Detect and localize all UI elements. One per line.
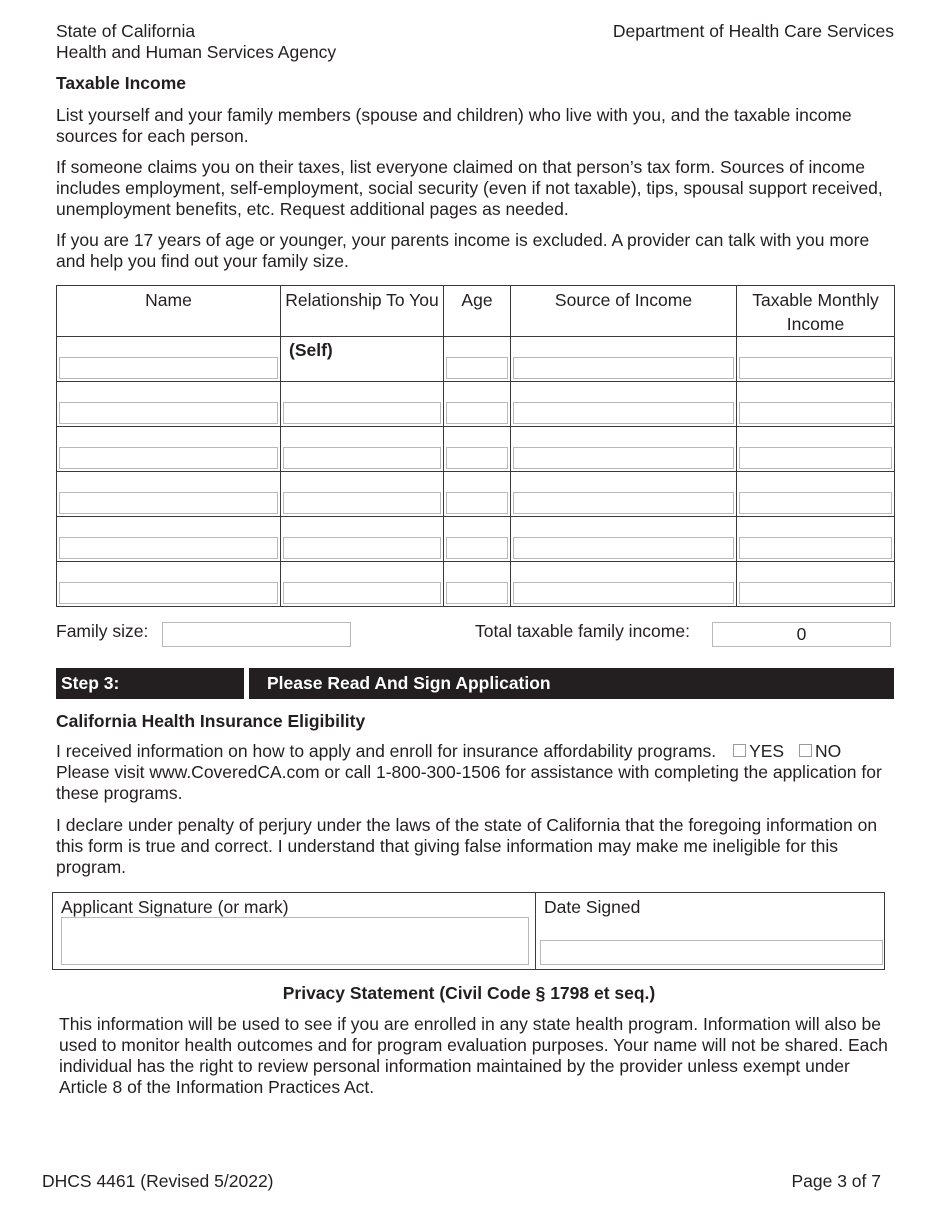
- total-income-label: Total taxable family income:: [475, 621, 690, 641]
- eligibility-para-1: [56, 741, 906, 804]
- age-input[interactable]: [446, 582, 508, 604]
- age-input[interactable]: [446, 537, 508, 559]
- taxable-income-para-3: If you are 17 years of age or younger, your parents income is excluded. A provider can talk with you more and help you find out your family size.: [56, 230, 870, 271]
- self-label: (Self): [289, 340, 333, 360]
- yes-label: YES: [749, 741, 785, 761]
- source-input[interactable]: [513, 447, 734, 469]
- eligibility-question: I received information on how to apply and enroll for insurance affordability programs.: [56, 741, 717, 761]
- taxable-income-para-1: List yourself and your family members (spouse and children) who live with you, and the taxable income sources for each person.: [56, 105, 852, 146]
- source-input[interactable]: [513, 582, 734, 604]
- source-input[interactable]: [513, 402, 734, 424]
- relationship-input[interactable]: [283, 492, 441, 514]
- age-input[interactable]: [446, 447, 508, 469]
- income-input[interactable]: [739, 582, 892, 604]
- table-row: [57, 517, 895, 562]
- age-input[interactable]: [446, 402, 508, 424]
- relationship-input[interactable]: [283, 402, 441, 424]
- yes-option[interactable]: [733, 741, 784, 761]
- yes-checkbox[interactable]: [733, 744, 746, 757]
- name-input[interactable]: [59, 402, 278, 424]
- col-taxable-monthly-income: Taxable Monthly Income: [737, 286, 895, 337]
- income-input[interactable]: [739, 492, 892, 514]
- step-3-bar: [56, 668, 894, 699]
- source-input[interactable]: [513, 537, 734, 559]
- col-age: Age: [444, 286, 511, 337]
- header-department: Department of Health Care Services: [612, 21, 894, 41]
- step-3-title: Please Read And Sign Application: [267, 673, 551, 693]
- applicant-signature-label: Applicant Signature (or mark): [61, 897, 289, 917]
- relationship-input[interactable]: [283, 537, 441, 559]
- income-input[interactable]: [739, 402, 892, 424]
- col-relationship: Relationship To You: [281, 286, 444, 337]
- header-agency: [56, 21, 336, 63]
- income-input[interactable]: [739, 537, 892, 559]
- relationship-input[interactable]: [283, 582, 441, 604]
- eligibility-title: California Health Insurance Eligibility: [56, 711, 366, 731]
- step-3-label: Step 3:: [61, 673, 120, 693]
- relationship-input[interactable]: [283, 447, 441, 469]
- signature-divider: [535, 893, 536, 969]
- signature-box: [52, 892, 885, 970]
- applicant-signature-input[interactable]: [61, 917, 529, 965]
- page-number: Page 3 of 7: [791, 1171, 881, 1191]
- total-income-field[interactable]: 0: [712, 622, 891, 647]
- no-option[interactable]: [799, 741, 841, 761]
- income-table-header: [57, 286, 895, 337]
- perjury-declaration: I declare under penalty of perjury under the laws of the state of California that the foregoing information on this form is true and correct. I understand that giving false information may make me ineligible for this program.: [56, 815, 878, 877]
- table-row: [57, 337, 895, 382]
- family-size-input[interactable]: [162, 622, 351, 647]
- income-table: [56, 285, 895, 607]
- name-input[interactable]: [59, 537, 278, 559]
- form-id: DHCS 4461 (Revised 5/2022): [42, 1171, 274, 1191]
- income-input[interactable]: [739, 357, 892, 379]
- income-input[interactable]: [739, 447, 892, 469]
- name-input[interactable]: [59, 492, 278, 514]
- table-row: [57, 562, 895, 607]
- age-input[interactable]: [446, 492, 508, 514]
- source-input[interactable]: [513, 357, 734, 379]
- privacy-title: Privacy Statement (Civil Code § 1798 et seq.): [282, 983, 656, 1003]
- header-state: State of California: [56, 21, 196, 41]
- col-name: Name: [57, 286, 281, 337]
- no-label: NO: [814, 741, 842, 761]
- eligibility-info: Please visit www.CoveredCA.com or call 1-800-300-1506 for assistance with completing the application for these programs.: [56, 762, 882, 803]
- table-row: [57, 427, 895, 472]
- date-signed-input[interactable]: [540, 940, 883, 965]
- name-input[interactable]: [59, 357, 278, 379]
- table-row: [57, 382, 895, 427]
- date-signed-label: Date Signed: [544, 897, 641, 917]
- taxable-income-para-2: If someone claims you on their taxes, list everyone claimed on that person’s tax form. Sources of income includes employment, self-employment, social security (even if not taxable), tips, spousal support received, unemployment benefits, etc. Request additional pages as needed.: [56, 157, 883, 219]
- name-input[interactable]: [59, 447, 278, 469]
- header-agency-name: Health and Human Services Agency: [56, 42, 337, 62]
- family-size-label: Family size:: [56, 621, 149, 641]
- taxable-income-title: Taxable Income: [56, 73, 187, 93]
- age-input[interactable]: [446, 357, 508, 379]
- privacy-text: This information will be used to see if you are enrolled in any state health program. Information will also be used to monitor health outcomes and for program evaluation purposes. Your name will not be shared. Each individual has the right to review personal information maintained by the provider unless exempt under Article 8 of the Information Practices Act.: [59, 1014, 888, 1097]
- table-row: [57, 472, 895, 517]
- no-checkbox[interactable]: [799, 744, 812, 757]
- name-input[interactable]: [59, 582, 278, 604]
- col-source-of-income: Source of Income: [511, 286, 737, 337]
- source-input[interactable]: [513, 492, 734, 514]
